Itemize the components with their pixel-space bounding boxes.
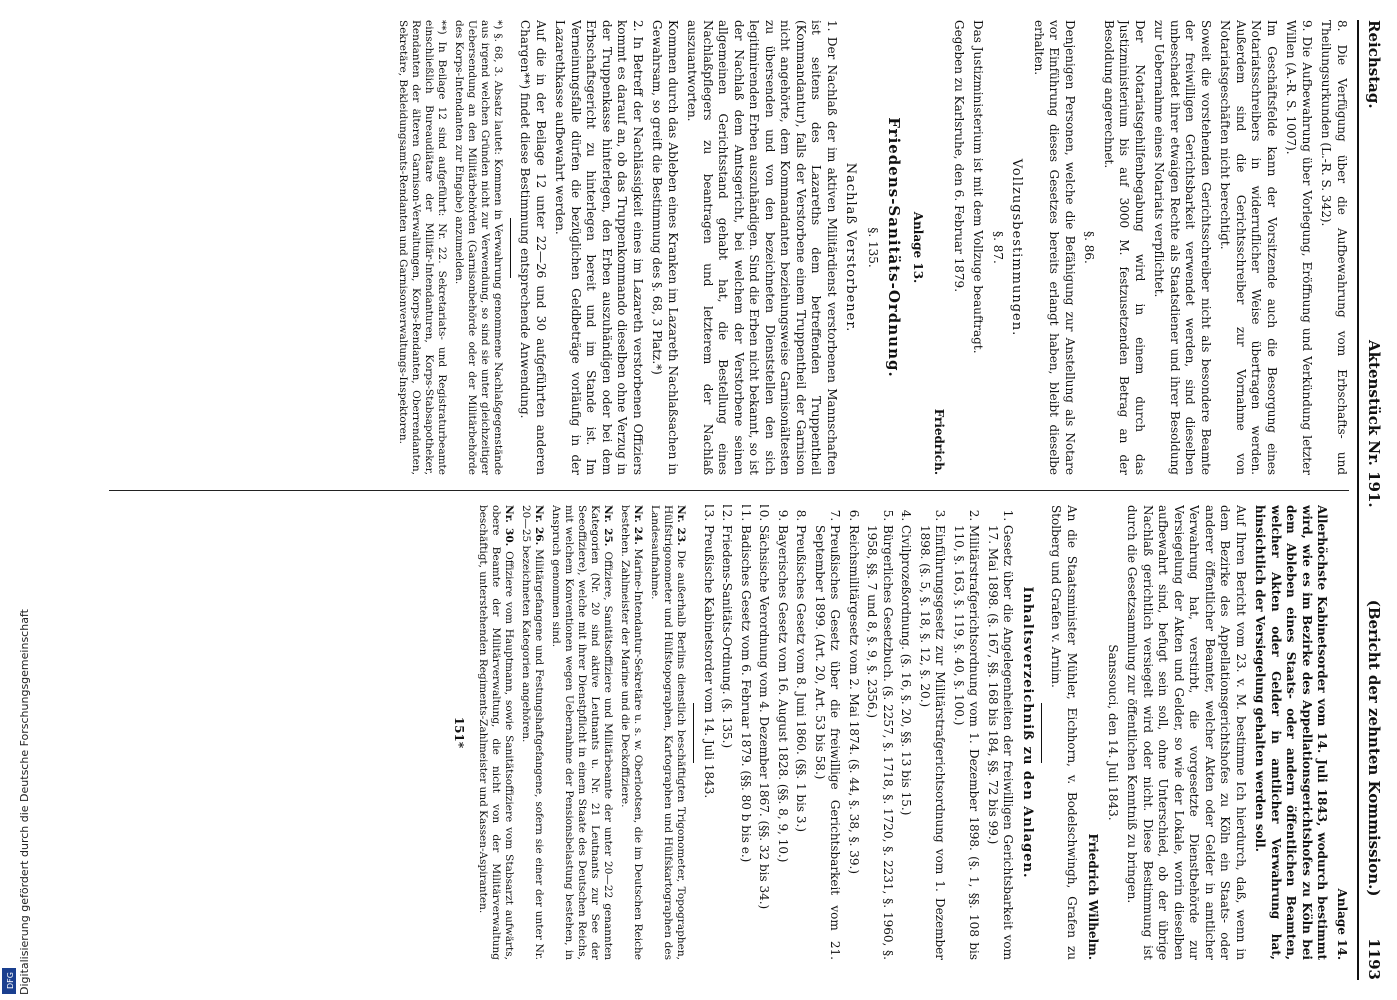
list-item: 9. Die Aufbewahrung über Vorlegung, Eröffnung und Verkündung letzter Willen (A.-R. S. 1007). <box>1284 20 1314 475</box>
annex-title: Anlage 13. <box>911 211 925 284</box>
section-divider <box>694 703 695 763</box>
toc-item: 7. Preußisches Gesetz über die freiwillige Gerichtsbarkeit vom 21. September 1899. (Art. 20, Art. 53 bis 58.) <box>812 525 843 960</box>
paragraph: Kommen durch das Ableben eines Kranken im Lazareth Nachlaßsachen in Gewahrsam, so greift die Bestimmung des §. 68, 3 Platz.*) <box>650 20 680 475</box>
footnote-number: Nr. 25. <box>602 505 615 547</box>
footnote-entry <box>649 505 688 960</box>
footnote: *) §. 68, 3. Absatz lautet: Kommen in Verwahrung genommene Nachlaßgegenstände aus irgend welchen Gründen nicht zur Verwendung, so sind sie unter gleichzeitiger Uebersendung an den Militärbehörden (Garnisonbehörde oder der Militärbehörde des Korps-Intendanten zur Eingabe) anzumelden. <box>453 20 504 475</box>
list-item: 8. Die Verfügung über die Aufbewahrung vom Erbschafts- und Theilungsurkunden (L.-R. S. 342). <box>1319 20 1349 475</box>
paragraph: 1. Der Nachlaß der im aktiven Militärdienst verstorbenen Mannschaften ist seitens des Lazareths dem betreffenden Truppentheil (Kommandantur), falls der Verstorbene einem Truppentheil der Garnison nicht angehörte, dem Kommandanten beziehungsweise Garnisonältesten zu übersenden und von den bezeichneten Dienststellen den sich legitimirenden Erben auszuhändigen. Sind die Erben nicht bekannt, so ist der Nachlaß dem Amtsgericht, bei welchem der Verstorbene seinen allgemeinen Gerichtsstand gehabt hat, die Bestellung eines Nachlaßpflegers zu beantragen und letzterem der Nachlaß auszuantworten. <box>685 20 839 475</box>
dfg-logo-icon <box>2 968 16 994</box>
toc-item: 12. Friedens-Sanitäts-Ordnung. (§. 135.) <box>719 525 735 960</box>
footnote-number: Nr. 24. <box>632 505 645 545</box>
section-heading: Vollzugsbestimmungen. <box>1009 158 1025 337</box>
section-divider <box>1041 703 1042 763</box>
section-number: §. 86. <box>1082 231 1097 264</box>
header-document-number: Aktenstück Nr. 191. <box>1365 340 1383 508</box>
toc-item: 10. Sächsische Verordnung vom 4. Dezember 1867. (§§. 32 bis 34.) <box>756 525 772 960</box>
paragraph: 2. In Betreff der Nachlässigkeit eines im Lazareth verstorbenen Offiziers kommt es darauf an, ob das Truppenkommando dieselben ohne Verzug in der Truppenkasse hinterlegen, den Erben auszuhändigen oder bei dem Erbschaftsgericht zu hinterlegen bereit und im Stande ist. Im Verneinungsfalle dürfen die bezüglichen Geldbeträge vorläufig in der Lazarethkasse aufbewahrt werden. <box>553 20 645 475</box>
toc-item: 1. Gesetz über die Angelegenheiten der freiwilligen Gerichtsbarkeit vom 17. Mai 1898. (§. 167, §§. 168 bis 184, §§. 72 bis 99.) <box>985 525 1016 960</box>
toc-item: 8. Preußisches Gesetz vom 8. Juni 1860. (§§. 1 bis 3.) <box>793 525 809 960</box>
toc-item: 11. Badisches Gesetz vom 6. Februar 1879. (§§. 80 b bis e.) <box>738 525 754 960</box>
header-page-number: 1193 <box>1365 938 1383 980</box>
paragraph: Denjenigen Personen, welche die Befähigung zur Anstellung als Notare vor Einführung dieses Gesetzes bereits erlangt haben, bleibt dieselbe erhalten. <box>1032 20 1077 475</box>
footnote: **) In Beilage 12 sind aufgeführt: Nr. 22. Sekretariats- und Registraturbeamte einschließlich Bureaudiätare der Militär-Intendanturen, Korps-Stabsapotheker, Rendanten der älteren Garnison-Verwaltungen, Korps-Rendanten, Oberrendanten, Sekretäre, Bekleidungsamts-Rendanten und Garnisonverwaltungs-Inspektoren. <box>397 20 448 475</box>
cabinet-order-intro: Allerhöchste Kabinetsorder vom 14. Juli 1843, wodurch bestimmt wird, wie es im Bezirke des Appellationsgerichtshofes zu Köln bei dem Ableben eines Staats- oder andern öffentlichen Beamten, welcher Akten oder Gelder in amtlicher Verwahrung hat, hinsichtlich der Versiegelung gehalten werden soll. <box>1253 505 1330 960</box>
footnote-text: Marine-Intendantur-Sekretäre u. s. w. Oberlootsen, die im Deutschen Reiche bestehen. Zahlmeister der Marine und die Deckoffiziere. <box>619 505 645 960</box>
page-footer-number: 151* <box>452 716 467 749</box>
column-divider <box>109 490 1349 491</box>
footnote-text: Militärgefangene und Festungshaftgefangene, sofern sie einer der unter Nr. 20—25 bezeichneten Kategorien angehören. <box>520 505 546 960</box>
toc-heading: Inhaltsverzeichniß zu den Anlagen. <box>1020 586 1035 879</box>
section-title: Nachlaß Verstorbener. <box>843 162 859 333</box>
footnote-number: Nr. 26. <box>533 505 546 546</box>
section-number: §. 87. <box>991 231 1005 264</box>
toc-item: 9. Bayerisches Gesetz vom 16. August 1828. (§§. 8, 9, 10.) <box>775 525 791 960</box>
paragraph: Auf die in der Beilage 12 unter 22—26 und 30 aufgeführten anderen Chargen**) findet diese Bestimmung entsprechende Anwendung. <box>518 20 548 475</box>
toc-item: 3. Einführungsgesetz zur Militärstrafgerichtsordnung vom 1. Dezember 1898. (§. 5, §. 18, §. 12, §. 20.) <box>917 525 948 960</box>
footnote-entry <box>550 505 615 960</box>
scanned-page-rotated <box>95 20 1385 980</box>
footnote-text: Die außerhalb Berlins dienstlich beschäftigten Trigonometer, Topographen, Hülfstrigonometer und Hülfstopographen, Kartographen und Hülfskartographen des Landesaufnahme. <box>649 505 688 960</box>
section-number: §. 135. <box>866 227 880 268</box>
annex-heading: Friedens-Sanitäts-Ordnung. <box>885 117 904 378</box>
header-commission-note: (Bericht der zehnten Kommission.) <box>1365 599 1383 897</box>
footnote-text: Offiziere, Sanitätsoffiziere und Militärbeamte der unter 20—22 genannten Kategorien (Nr. 20 sind aktive Leutnants u. Nr. 21 Leutnants zur See der Seeoffiziere), welche mit ihrer Dienstpflicht in einem Staate des Deutschen Reichs, mit welchem Konventionen wegen Uebernahme der Pensionsbelastung bestehen, in Anspruch genommen sind. <box>550 505 615 960</box>
paragraph: Im Geschäftsfelde kann der Vorsitzende auch die Besorgung eines Notariatsschreibers in widerruflicher Weise übertragen werden. Außerdem sind die Gerichtsschreiber zur Vornahme von Notariatsgeschäften nicht berechtigt. <box>1218 20 1279 475</box>
digitization-credit <box>0 0 31 1000</box>
place-date: Sanssouci, den 14. Juli 1843. <box>1106 644 1120 821</box>
toc-item: 2. Militärstrafgerichtsordnung vom 1. Dezember 1898. (§. 1, §§. 108 bis 110, §. 163, §. 119, §. 40, §. 100.) <box>951 525 982 960</box>
running-header <box>1357 20 1385 980</box>
header-left: Reichstag. <box>1365 20 1383 109</box>
footnote-number: Nr. 30. <box>503 505 516 547</box>
signature: Friedrich. <box>932 408 947 475</box>
toc-item: 13. Preußische Kabinetsorder vom 14. Juli 1843. <box>701 525 717 960</box>
credit-text: Digitalisierung gefördert durch die Deutsche Forschungsgemeinschaft <box>18 609 31 995</box>
annex-title: Anlage 14. <box>1335 888 1349 960</box>
signature: Friedrich Wilhelm. <box>1086 833 1101 960</box>
logo-text: DFG <box>5 972 15 989</box>
left-column <box>109 20 1349 475</box>
paragraph: Der Notariatsgehilfenbegabung wird in einem durch das Justizministerium bis auf 3000 M. festzusetzenden Betrag an der Besoldung angerechnet. <box>1102 20 1147 475</box>
footnote-text: Offiziere vom Hauptmann, sowie Sanitätsoffiziere vom Stabsarzt aufwärts, obere Beamte der Militärverwaltung, die nicht von der Militärverwaltung beschäftigt, unterstehenden Regiments-Zahlmeister und Kassen-Aspiranten. <box>477 505 516 960</box>
right-column <box>109 505 1349 960</box>
footnote-entry <box>619 505 645 960</box>
footnote-entry <box>520 505 546 960</box>
toc-item: 6. Reichsmilitärgesetz vom 2. Mai 1874. (§. 44, §. 38, §. 39.) <box>846 525 862 960</box>
toc-item: 5. Bürgerliches Gesetzbuch. (§. 2257, §. 1718, §. 1720, §. 2231, §. 1960, §. 1958, §§. 7 und 8, §. 9, §. 2356.) <box>864 525 895 960</box>
place-date: Gegeben zu Karlsruhe, den 6. Februar 1879. <box>952 20 966 293</box>
toc-list <box>701 505 1016 960</box>
paragraph: Das Justizministerium ist mit dem Vollzuge beauftragt. <box>971 20 986 354</box>
toc-item: 4. Civilprozeßordnung. (§. 16, §. 20, §§. 13 bis 15.) <box>898 525 914 960</box>
footnote-entry <box>477 505 516 960</box>
paragraph: Auf Ihren Bericht vom 23. v. M. bestimme Ich hierdurch, daß, wenn in dem Bezirke des Appellationsgerichtshofes zu Köln ein Staats- oder anderer öffentlicher Beamter, welcher Akten oder Gelder in amtlicher Verwahrung hat, verstirbt, die vorgesetzte Dienstbehörde zur Versiegelung der Akten und Gelder, so wie der Lokale, worin dieselben aufbewahrt sind, befugt sein soll, ohne Unterschied, ob der übrige Nachlaß gerichtlich versiegelt wird oder nicht. Diese Bestimmung ist durch die Gesetzsammlung zur öffentlichen Kenntniß zu bringen. <box>1125 505 1248 960</box>
header-right <box>1366 600 1382 980</box>
addressee: An die Staatsminister Mühler, Eichhorn, v. Bodelschwingh, Grafen zu Stolberg und Grafen v. Arnim. <box>1049 505 1079 960</box>
footnote-divider <box>510 218 511 278</box>
footnote-number: Nr. 23. <box>675 505 688 546</box>
paragraph: Soweit die vorstehenden Gerichtsschreiber nicht als besondere Beamte der freiwilligen Gerichtsbarkeit verwendet werden, sind dieselben unbeschadet ihrer etwaigen Rechte als Staatsdiener und ihrer Besoldung zur Uebernahme eines Notariats verpflichtet. <box>1152 20 1213 475</box>
